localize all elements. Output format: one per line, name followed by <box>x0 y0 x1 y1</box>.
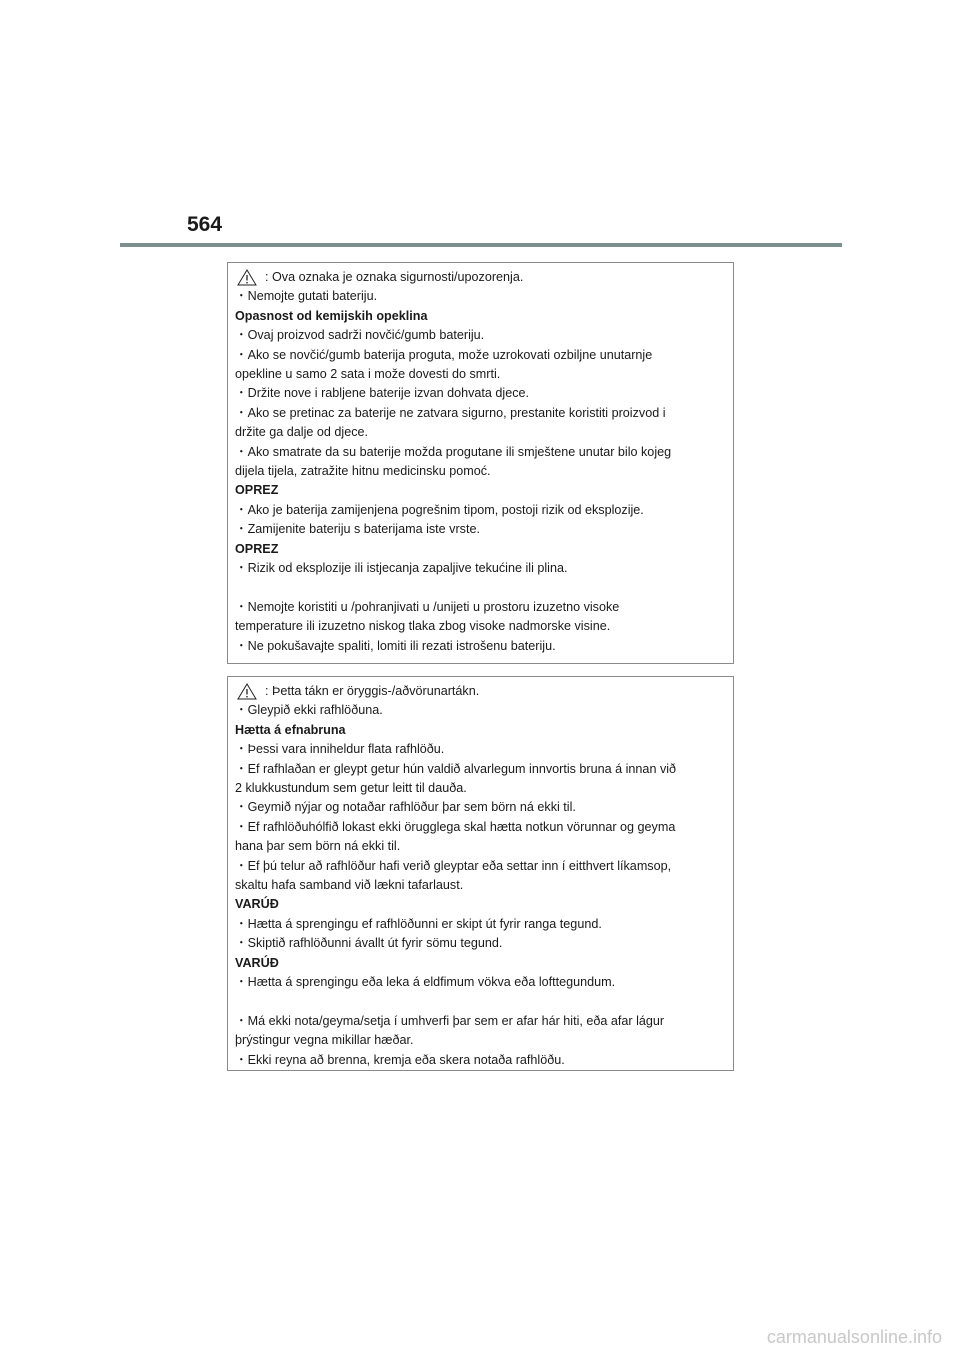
text-line: ・Ne pokušavajte spaliti, lomiti ili rezati istrošenu bateriju. <box>235 638 556 653</box>
text-line: ・Ako smatrate da su baterije možda progutane ili smještene unutar bilo kojeg <box>235 444 672 459</box>
text-line: ・Hætta á sprengingu eða leka á eldfimum vökva eða lofttegundum. <box>235 975 616 990</box>
text-line: dijela tijela, zatražite hitnu medicinsku pomoć. <box>235 464 491 479</box>
text-line: 2 klukkustundum sem getur leitt til dauða. <box>235 781 467 796</box>
text-line: temperature ili izuzetno niskog tlaka zbog visoke nadmorske visine. <box>235 619 611 634</box>
text-line: skaltu hafa samband við lækni tafarlaust. <box>235 878 464 893</box>
text-line: ・Ako se novčić/gumb baterija proguta, može uzrokovati ozbiljne unutarnje <box>235 347 653 362</box>
warning-triangle-icon <box>237 269 257 286</box>
text-line: ・Skiptið rafhlöðunni ávallt út fyrir sömu tegund. <box>235 936 503 951</box>
section-heading: VARÚÐ <box>235 955 279 970</box>
text-line: ・Má ekki nota/geyma/setja í umhverfi þar sem er afar hár hiti, eða afar lágur <box>235 1013 665 1028</box>
text-line: ・Ef rafhlaðan er gleypt getur hún valdið alvarlegum innvortis bruna á innan við <box>235 761 677 776</box>
watermark: carmanualsonline.info <box>766 1327 942 1347</box>
text-line: hana þar sem börn ná ekki til. <box>235 839 401 854</box>
warning-box-croatian <box>227 262 734 664</box>
text-line: ・Zamijenite bateriju s baterijama iste vrste. <box>235 522 480 537</box>
section-heading: OPREZ <box>235 483 279 498</box>
section-heading: OPREZ <box>235 541 279 556</box>
blank-line <box>235 993 733 1012</box>
warning-lines <box>235 287 733 656</box>
text-line: opekline u samo 2 sata i može dovesti do smrti. <box>235 367 501 382</box>
text-line: ・Hætta á sprengingu ef rafhlöðunni er skipt út fyrir ranga tegund. <box>235 916 602 931</box>
warning-lines <box>235 701 733 1070</box>
text-line: þrýstingur vegna mikillar hæðar. <box>235 1033 414 1048</box>
text-line: držite ga dalje od djece. <box>235 425 369 440</box>
text-line: ・Držite nove i rabljene baterije izvan dohvata djece. <box>235 386 530 401</box>
section-heading: Hætta á efnabruna <box>235 722 346 737</box>
text-line: ・Nemojte gutati bateriju. <box>235 289 378 304</box>
header-rule <box>120 243 842 247</box>
text-line: ・Nemojte koristiti u /pohranjivati u /unijeti u prostoru izuzetno visoke <box>235 599 620 614</box>
text-line: ・Ekki reyna að brenna, kremja eða skera notaða rafhlöðu. <box>235 1052 565 1067</box>
text-line: ・Ef rafhlöðuhólfið lokast ekki örugglega skal hætta notkun vörunnar og geyma <box>235 819 676 834</box>
text-line: ・Þessi vara inniheldur flata rafhlöðu. <box>235 742 445 757</box>
text-line: ・Ovaj proizvod sadrži novčić/gumb bateriju. <box>235 328 485 343</box>
page-number: 564 <box>187 213 223 236</box>
text-line: ・Rizik od eksplozije ili istjecanja zapaljive tekućine ili plina. <box>235 561 568 576</box>
warning-symbol-text: : Ova oznaka je oznaka sigurnosti/upozorenja. <box>265 270 524 284</box>
text-line: ・Ef þú telur að rafhlöður hafi verið gleyptar eða settar inn í eitthvert líkamsop, <box>235 858 672 873</box>
warning-row <box>235 682 733 701</box>
section-heading: VARÚÐ <box>235 897 279 912</box>
warning-triangle-icon <box>237 683 257 700</box>
text-line: ・Ako se pretinac za baterije ne zatvara sigurno, prestanite koristiti proizvod i <box>235 405 666 420</box>
warning-symbol-text: : Þetta tákn er öryggis-/aðvörunartákn. <box>265 684 480 698</box>
text-line: ・Gleypið ekki rafhlöðuna. <box>235 703 383 718</box>
text-line: ・Geymið nýjar og notaðar rafhlöður þar sem börn ná ekki til. <box>235 800 576 815</box>
warning-box-icelandic <box>227 676 734 1071</box>
section-heading: Opasnost od kemijskih opeklina <box>235 308 428 323</box>
warning-row <box>235 268 733 287</box>
blank-line <box>235 579 733 598</box>
text-line: ・Ako je baterija zamijenjena pogrešnim tipom, postoji rizik od eksplozije. <box>235 502 644 517</box>
